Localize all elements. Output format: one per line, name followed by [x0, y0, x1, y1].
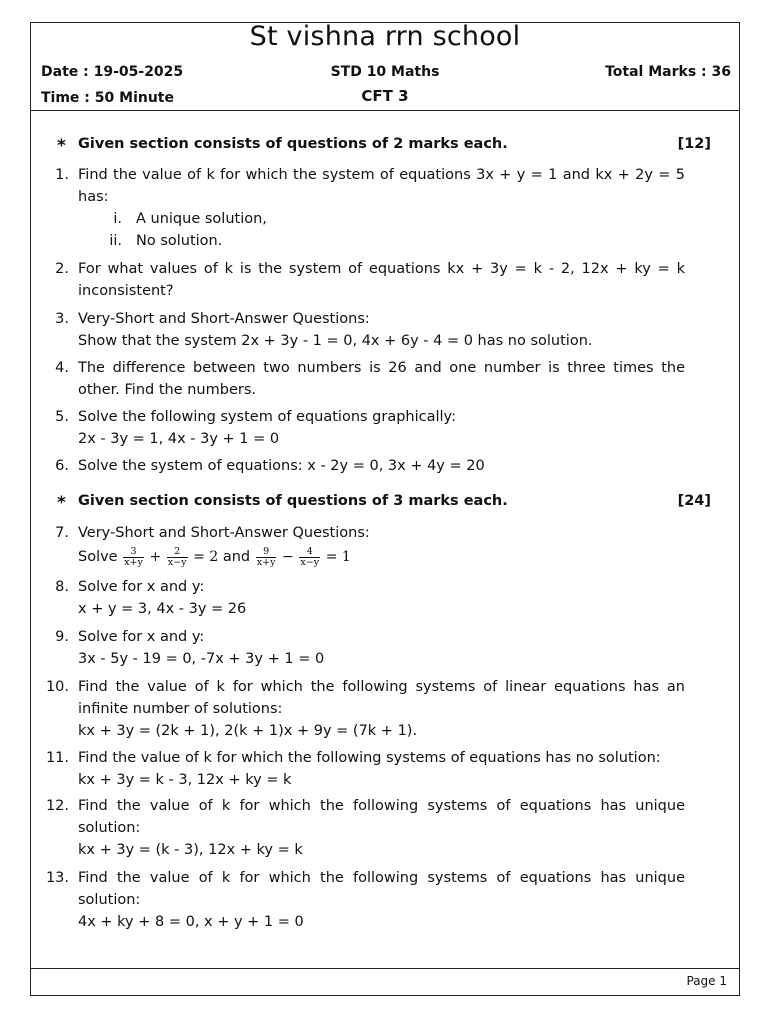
question-equation: Show that the system 2x + 3y - 1 = 0, 4x + 6y - 4 = 0 has no solution.: [78, 333, 593, 349]
question-11: [45, 747, 685, 791]
question-number: 12.: [45, 798, 69, 814]
section-marks: [12]: [677, 136, 711, 152]
fraction-3: $\frac{9}{x+y}$: [256, 545, 276, 568]
exam-sheet: [30, 22, 740, 996]
question-number: 9.: [55, 629, 69, 645]
question-text: Find the value of k for which the following systems of linear equations has an infinite number of solutions:: [78, 679, 685, 717]
section-title: Given section consists of questions of 3 marks each.: [78, 493, 508, 509]
exam-time: Time : 50 Minute: [41, 90, 174, 106]
fraction-2: $\frac{2}{x-y}$: [167, 545, 187, 568]
question-8: [45, 576, 685, 620]
minus-sign: −: [282, 549, 294, 565]
school-name: St vishna rrn school: [249, 21, 521, 52]
test-name: CFT 3: [361, 87, 409, 105]
question-text: Solve the following system of equations graphically:: [78, 409, 456, 425]
question-equation: 3x - 5y - 19 = 0, -7x + 3y + 1 = 0: [78, 651, 325, 667]
question-text: For what values of k is the system of equations kx + 3y = k - 2, 12x + ky = k inconsistent?: [78, 261, 685, 299]
fraction-4: $\frac{4}{x-y}$: [300, 545, 320, 568]
page-number: Page 1: [686, 974, 727, 988]
question-12: [45, 795, 685, 861]
question-number: 3.: [55, 311, 69, 327]
question-text: Very-Short and Short-Answer Questions:: [78, 311, 370, 327]
question-1: [45, 164, 685, 252]
sub-number: ii.: [109, 233, 122, 249]
question-2: [45, 258, 685, 302]
question-equation: x + y = 3, 4x - 3y = 26: [78, 601, 247, 617]
question-text: Find the value of k for which the following systems of equations has no solution:: [78, 750, 661, 766]
question-7: [45, 522, 685, 570]
question-text: Find the value of k for which the system of equations 3x + y = 1 and kx + 2y = 5 has:: [78, 167, 685, 205]
question-number: 4.: [55, 360, 69, 376]
question-text: Solve the system of equations: x - 2y = 0, 3x + 4y = 20: [78, 458, 485, 474]
question-equation: kx + 3y = (k - 3), 12x + ky = k: [78, 842, 303, 858]
equals-2: = 2: [193, 549, 219, 565]
question-13: [45, 867, 685, 933]
question-text: Find the value of k for which the following systems of equations has unique solution:: [78, 798, 685, 836]
question-number: 7.: [55, 525, 69, 541]
solve-word: Solve: [78, 549, 118, 565]
question-text: Very-Short and Short-Answer Questions:: [78, 525, 370, 541]
and-word: and: [222, 549, 251, 565]
question-number: 1.: [55, 167, 69, 183]
exam-date: Date : 19-05-2025: [41, 64, 184, 80]
star-icon: *: [57, 136, 66, 156]
question-10: [45, 676, 685, 742]
question-number: 6.: [55, 458, 69, 474]
question-equation: [78, 544, 685, 570]
question-text: Find the value of k for which the following systems of equations has unique solution:: [78, 870, 685, 908]
question-number: 5.: [55, 409, 69, 425]
plus-sign: +: [149, 549, 162, 565]
sub-number: i.: [113, 211, 122, 227]
fraction-1: $\frac{3}{x+y}$: [124, 545, 143, 568]
sub-text: No solution.: [136, 233, 223, 249]
question-9: [45, 626, 685, 670]
star-icon: *: [57, 493, 66, 513]
question-equation: 4x + ky + 8 = 0, x + y + 1 = 0: [78, 914, 304, 930]
question-text: Solve for x and y:: [78, 579, 205, 595]
section-marks: [24]: [677, 493, 711, 509]
question-equation: kx + 3y = k - 3, 12x + ky = k: [78, 772, 292, 788]
question-number: 10.: [45, 679, 69, 695]
equals-1: = 1: [325, 549, 351, 565]
footer-divider: [31, 968, 739, 969]
question-equation: 2x - 3y = 1, 4x - 3y + 1 = 0: [78, 431, 280, 447]
header-divider: [31, 110, 739, 111]
question-equation: kx + 3y = (2k + 1), 2(k + 1)x + 9y = (7k + 1).: [78, 723, 418, 739]
sub-text: A unique solution,: [136, 211, 267, 227]
question-number: 8.: [55, 579, 69, 595]
question-text: The difference between two numbers is 26 and one number is three times the other. Find the numbers.: [78, 360, 685, 398]
question-5: [45, 406, 685, 450]
question-text: Solve for x and y:: [78, 629, 205, 645]
question-number: 13.: [45, 870, 69, 886]
question-6: [45, 455, 685, 477]
question-3: [45, 308, 685, 352]
section-title: Given section consists of questions of 2 marks each.: [78, 136, 508, 152]
question-number: 2.: [55, 261, 69, 277]
question-number: 11.: [45, 750, 69, 766]
exam-subject: STD 10 Maths: [330, 64, 440, 80]
question-4: [45, 357, 685, 401]
total-marks: Total Marks : 36: [605, 64, 731, 80]
